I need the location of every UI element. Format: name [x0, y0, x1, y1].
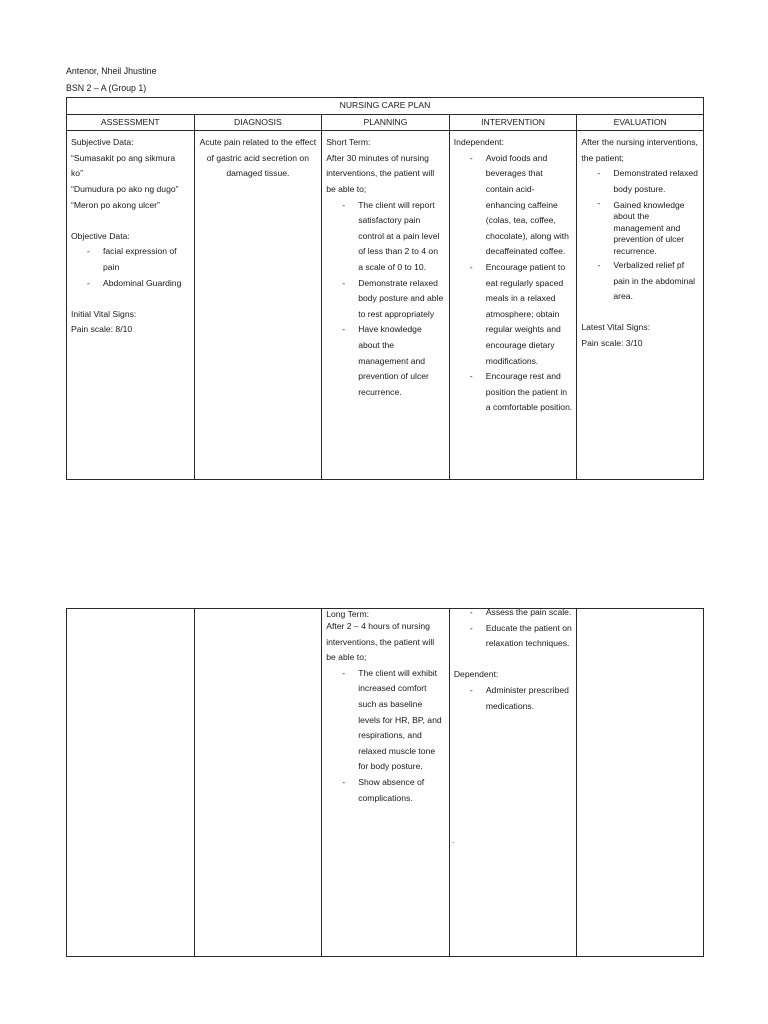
short-term-item: - Have knowledge about the management and prevention of ulcer recurrence.	[326, 322, 445, 400]
subjective-label: Subjective Data:	[71, 137, 134, 148]
dependent-label: Dependent:	[453, 669, 499, 680]
care-plan-table	[66, 97, 704, 480]
student-section: BSN 2 – A (Group 1)	[66, 83, 147, 93]
short-term-item: - Demonstrate relaxed body posture and able to rest appropriately	[326, 276, 445, 323]
evaluation-cell-continued	[577, 609, 704, 957]
evaluation-item: - Gained knowledge about the management and prevention of ulcer recurrence.	[581, 198, 699, 259]
long-term-label: Long Term:	[326, 609, 370, 619]
short-term-item: - The client will report satisfactory pain control at a pain level of less than 2 to 4 on a scale of 0 to 10.	[326, 198, 445, 276]
subjective-quote-2: “Dumudura po ako ng dugo”	[71, 183, 179, 194]
column-header-evaluation: EVALUATION	[577, 114, 704, 131]
latest-vitals-label: Latest Vital Signs:	[581, 322, 651, 333]
planning-cell	[322, 131, 450, 480]
objective-item: - Abdominal Guarding	[71, 276, 190, 292]
column-header-diagnosis: DIAGNOSIS	[194, 114, 322, 131]
latest-pain-scale: Pain scale: 3/10	[581, 338, 643, 349]
long-term-item: - The client will exhibit increased comfort such as baseline levels for HR, BP, and respirations, and relaxed muscle tone for body posture.	[326, 666, 445, 775]
dependent-item: - Administer prescribed medications.	[454, 683, 573, 714]
initial-pain-scale: Pain scale: 8/10	[71, 324, 133, 335]
evaluation-list	[581, 166, 699, 304]
independent-list	[454, 151, 573, 416]
assessment-cell-continued	[67, 609, 195, 957]
column-header-planning: PLANNING	[322, 114, 450, 131]
objective-list	[71, 244, 190, 291]
intervention-list-continued	[454, 605, 573, 652]
planning-cell-continued	[322, 609, 450, 957]
table-title: NURSING CARE PLAN	[67, 98, 704, 115]
short-term-intro: After 30 minutes of nursing interventions, the patient will be able to;	[326, 152, 435, 194]
assessment-cell	[67, 131, 195, 480]
initial-vitals-label: Initial Vital Signs:	[71, 308, 137, 319]
intervention-item: - Encourage rest and position the patient in a comfortable position.	[454, 369, 573, 416]
short-term-list	[326, 198, 445, 401]
long-term-intro: After 2 – 4 hours of nursing interventions, the patient will be able to;	[326, 621, 435, 663]
evaluation-intro: After the nursing interventions, the patient;	[581, 137, 698, 163]
column-header-assessment: ASSESSMENT	[67, 114, 195, 131]
diagnosis-cell-continued	[194, 609, 322, 957]
short-term-label: Short Term:	[326, 137, 371, 148]
dependent-list	[454, 683, 573, 714]
subjective-quote-1b: ko”	[71, 168, 83, 179]
student-name: Antenor, Nheil Jhustine	[66, 66, 157, 76]
intervention-item: - Avoid foods and beverages that contain acid-enhancing caffeine (colas, tea, coffee, chocolate), along with decaffeinated coffee.	[454, 151, 573, 260]
stray-mark: .	[452, 836, 455, 845]
long-term-item: - Show absence of complications.	[326, 775, 445, 806]
intervention-item: - Educate the patient on relaxation techniques.	[454, 621, 573, 652]
independent-label: Independent:	[453, 137, 504, 148]
evaluation-item: - Demonstrated relaxed body posture.	[581, 166, 699, 197]
evaluation-item: - Verbalized relief pf pain in the abdominal area.	[581, 258, 699, 305]
subjective-quote-3: “Meron po akong ulcer”	[71, 199, 160, 210]
intervention-item: - Encourage patient to eat regularly spaced meals in a relaxed atmosphere; obtain regular weights and encourage dietary modifications.	[454, 260, 573, 369]
diagnosis-cell	[194, 131, 322, 480]
intervention-cell	[449, 131, 577, 480]
subjective-quote-1a: “Sumasakit po ang sikmura	[71, 152, 176, 163]
care-plan-table-continued	[66, 608, 704, 957]
long-term-list	[326, 666, 445, 806]
intervention-item: - Assess the pain scale.	[454, 605, 573, 621]
objective-item: - facial expression of pain	[71, 244, 190, 275]
objective-label: Objective Data:	[71, 230, 130, 241]
evaluation-cell	[577, 131, 704, 480]
diagnosis-text: Acute pain related to the effect of gastric acid secretion on damaged tissue.	[199, 137, 317, 179]
column-header-intervention: INTERVENTION	[449, 114, 577, 131]
intervention-cell-continued	[449, 609, 577, 957]
